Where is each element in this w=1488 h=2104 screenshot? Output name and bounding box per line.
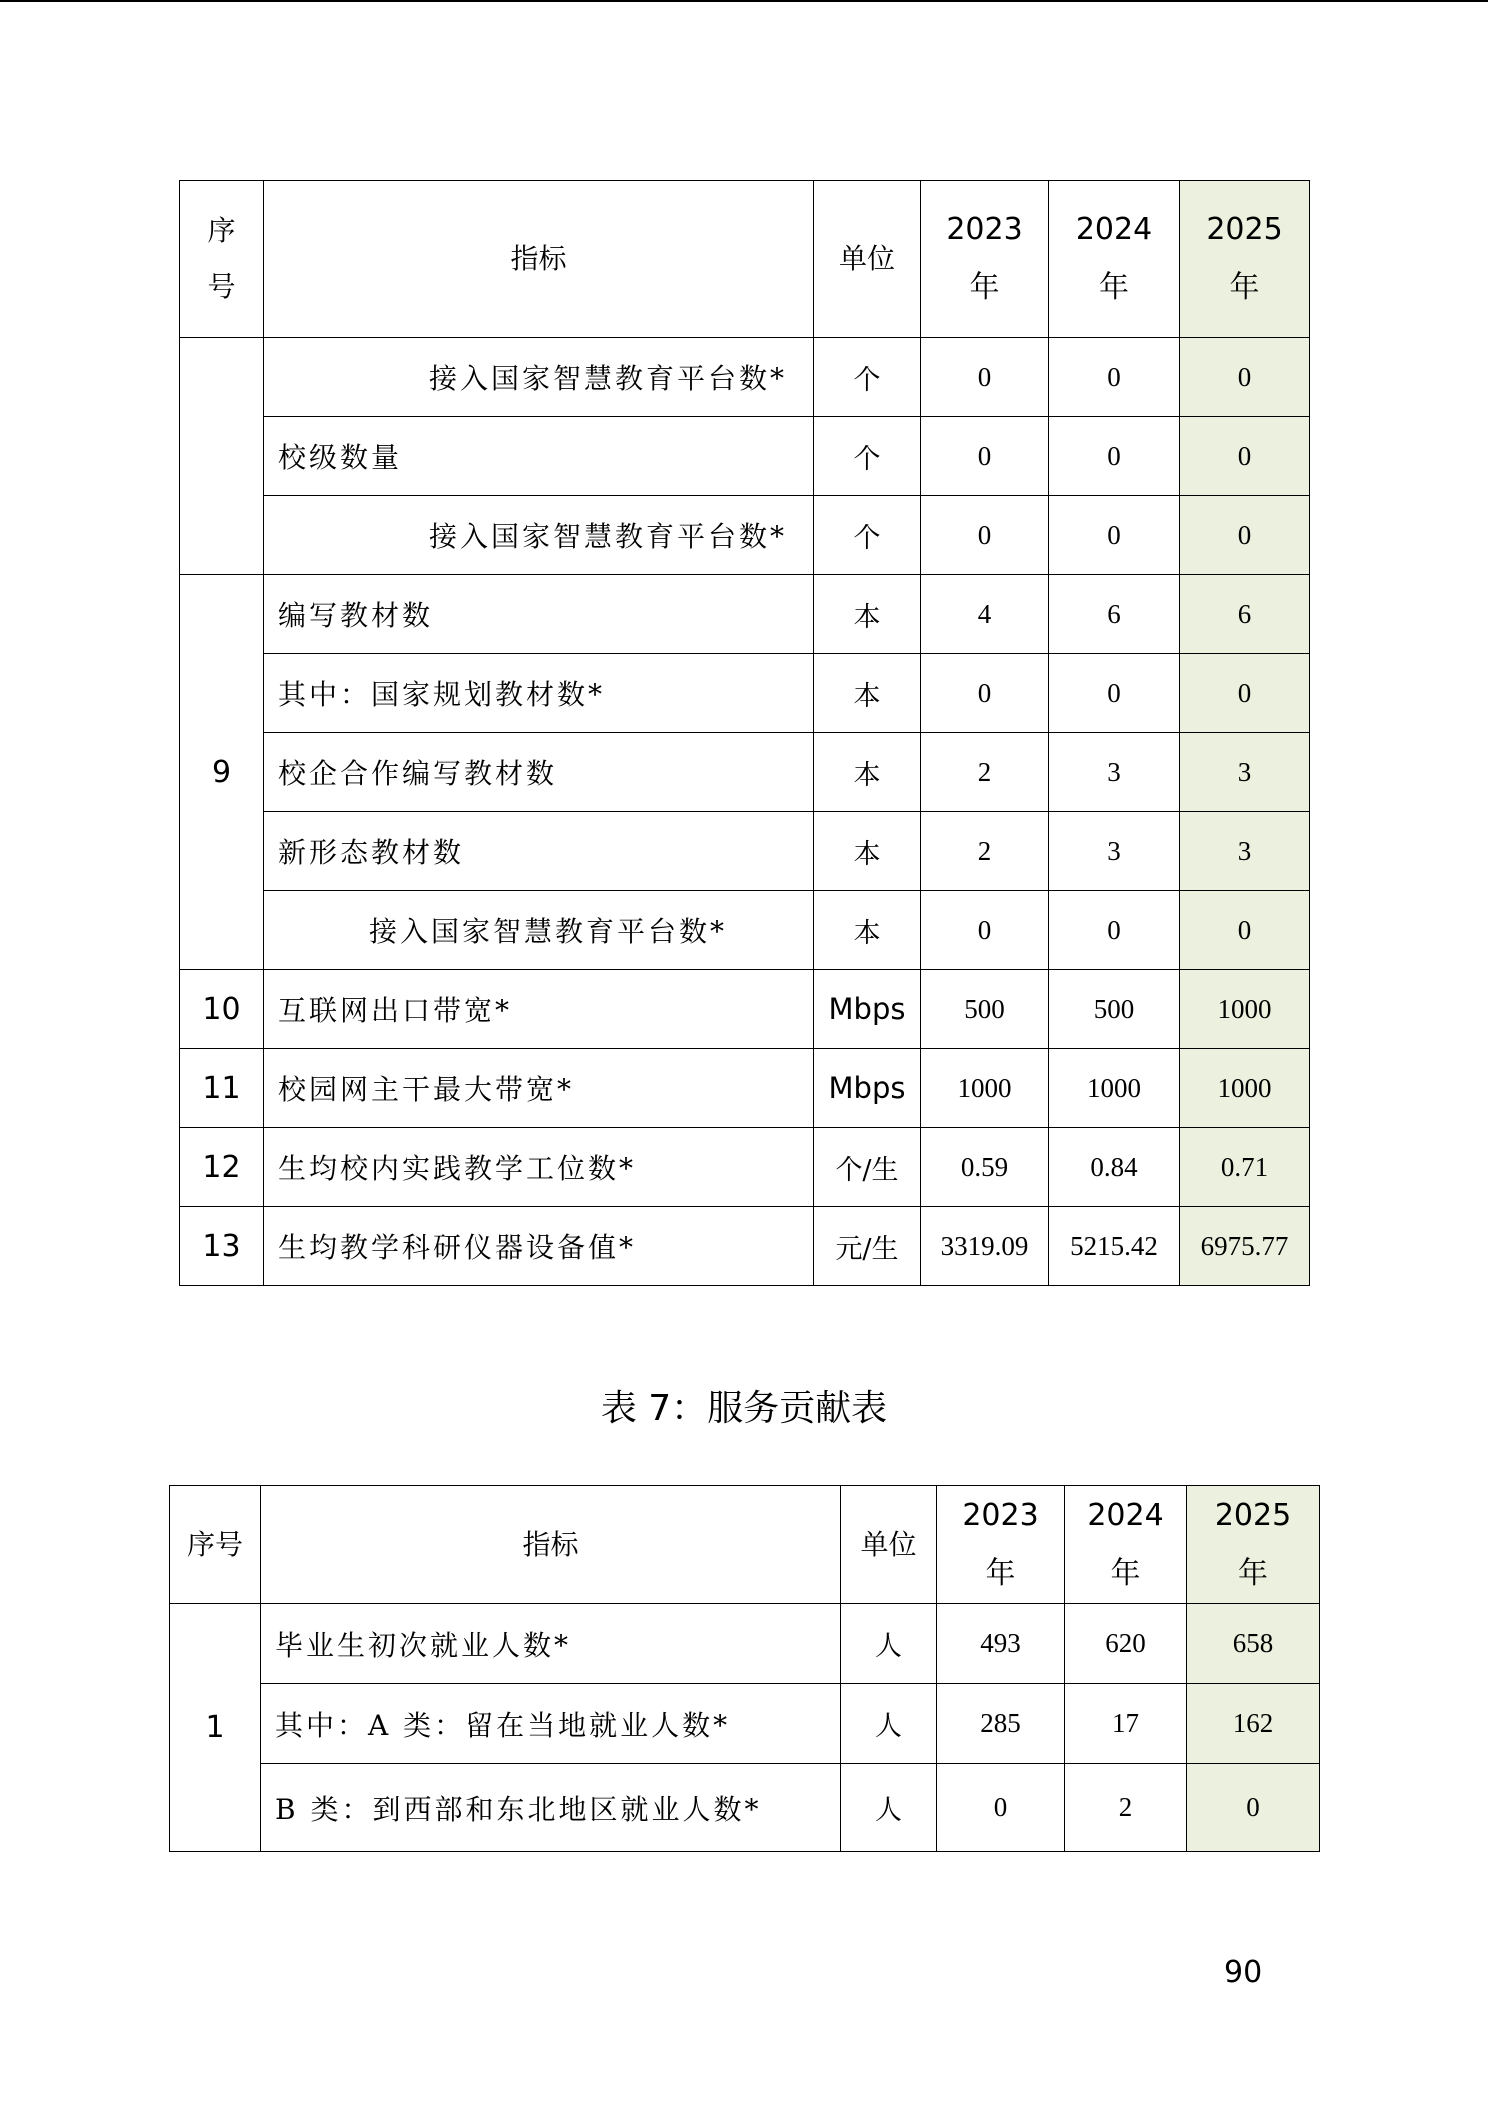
value-2024: 0 (1049, 338, 1180, 417)
unit-cell: 人 (841, 1684, 937, 1764)
header-indicator: 指标 (261, 1486, 841, 1604)
value-2024: 0 (1049, 654, 1180, 733)
seq-cell: 13 (180, 1207, 264, 1286)
value-2024: 0 (1049, 417, 1180, 496)
unit-cell: 本 (814, 812, 921, 891)
unit-cell: 个 (814, 338, 921, 417)
indicator-cell: 其中：国家规划教材数* (264, 654, 814, 733)
table-row (170, 1604, 1320, 1684)
value-2023: 0 (921, 654, 1049, 733)
value-2024: 0.84 (1049, 1128, 1180, 1207)
table-row (180, 417, 1310, 496)
value-2025: 0 (1187, 1764, 1320, 1852)
indicator-cell: 生均教学科研仪器设备值* (264, 1207, 814, 1286)
header-unit: 单位 (841, 1486, 937, 1604)
value-2023: 0 (921, 417, 1049, 496)
header-2024: 2024 年 (1049, 181, 1180, 338)
value-2024: 620 (1065, 1604, 1187, 1684)
value-2025: 0 (1180, 891, 1310, 970)
indicator-cell: 生均校内实践教学工位数* (264, 1128, 814, 1207)
page-number: 90 (1224, 1955, 1263, 1990)
value-2025: 0 (1180, 654, 1310, 733)
indicator-cell: 校园网主干最大带宽* (264, 1049, 814, 1128)
value-2025: 0 (1180, 496, 1310, 575)
indicator-table-continued (179, 180, 1310, 1286)
value-2025: 6 (1180, 575, 1310, 654)
seq-cell: 9 (180, 575, 264, 970)
unit-cell: Mbps (814, 1049, 921, 1128)
value-2024: 5215.42 (1049, 1207, 1180, 1286)
indicator-cell: 接入国家智慧教育平台数* (264, 338, 814, 417)
top-border-line (0, 0, 1488, 2)
unit-cell: 个 (814, 417, 921, 496)
seq-cell: 11 (180, 1049, 264, 1128)
header-seq: 序号 (170, 1486, 261, 1604)
value-2025: 3 (1180, 812, 1310, 891)
unit-cell: 人 (841, 1764, 937, 1852)
indicator-cell: 毕业生初次就业人数* (261, 1604, 841, 1684)
value-2024: 2 (1065, 1764, 1187, 1852)
unit-cell: 人 (841, 1604, 937, 1684)
value-2024: 3 (1049, 812, 1180, 891)
unit-cell: 本 (814, 891, 921, 970)
table-row (180, 1049, 1310, 1128)
header-2023: 2023 年 (921, 181, 1049, 338)
unit-cell: 本 (814, 654, 921, 733)
unit-cell: 本 (814, 733, 921, 812)
indicator-cell: 校企合作编写教材数 (264, 733, 814, 812)
table-row (180, 1128, 1310, 1207)
header-2025: 2025 年 (1187, 1486, 1320, 1604)
value-2025: 1000 (1180, 970, 1310, 1049)
indicator-cell: 接入国家智慧教育平台数* (264, 496, 814, 575)
table-row (170, 1684, 1320, 1764)
value-2023: 2 (921, 733, 1049, 812)
unit-cell: 个/生 (814, 1128, 921, 1207)
value-2025: 3 (1180, 733, 1310, 812)
header-2023: 2023 年 (937, 1486, 1065, 1604)
table-row (180, 654, 1310, 733)
indicator-cell: 接入国家智慧教育平台数* (264, 891, 814, 970)
header-unit: 单位 (814, 181, 921, 338)
value-2025: 162 (1187, 1684, 1320, 1764)
table-row (180, 891, 1310, 970)
table-row (170, 1764, 1320, 1852)
value-2023: 0.59 (921, 1128, 1049, 1207)
value-2023: 3319.09 (921, 1207, 1049, 1286)
value-2025: 0.71 (1180, 1128, 1310, 1207)
value-2023: 2 (921, 812, 1049, 891)
value-2025: 658 (1187, 1604, 1320, 1684)
table-row (180, 733, 1310, 812)
value-2023: 4 (921, 575, 1049, 654)
unit-cell: 个 (814, 496, 921, 575)
unit-cell: Mbps (814, 970, 921, 1049)
seq-cell: 1 (170, 1604, 261, 1852)
indicator-cell: 新形态教材数 (264, 812, 814, 891)
value-2025: 1000 (1180, 1049, 1310, 1128)
indicator-cell: 校级数量 (264, 417, 814, 496)
indicator-cell: 其中：A 类：留在当地就业人数* (261, 1684, 841, 1764)
table-header-row (170, 1486, 1320, 1604)
table-row (180, 1207, 1310, 1286)
value-2023: 0 (921, 891, 1049, 970)
service-contribution-table (169, 1485, 1320, 1852)
value-2024: 17 (1065, 1684, 1187, 1764)
value-2025: 6975.77 (1180, 1207, 1310, 1286)
value-2024: 0 (1049, 891, 1180, 970)
value-2023: 0 (921, 496, 1049, 575)
value-2023: 1000 (921, 1049, 1049, 1128)
value-2023: 493 (937, 1604, 1065, 1684)
value-2023: 0 (937, 1764, 1065, 1852)
table-caption: 表 7：服务贡献表 (600, 1388, 888, 1429)
indicator-cell: B 类：到西部和东北地区就业人数* (261, 1764, 841, 1852)
table-row (180, 970, 1310, 1049)
table-row (180, 338, 1310, 417)
header-indicator: 指标 (264, 181, 814, 338)
value-2023: 0 (921, 338, 1049, 417)
table-header-row (180, 181, 1310, 338)
table-row (180, 575, 1310, 654)
value-2025: 0 (1180, 338, 1310, 417)
header-2025: 2025 年 (1180, 181, 1310, 338)
header-seq: 序 号 (180, 181, 264, 338)
value-2024: 3 (1049, 733, 1180, 812)
header-2024: 2024 年 (1065, 1486, 1187, 1604)
seq-cell: 10 (180, 970, 264, 1049)
value-2024: 500 (1049, 970, 1180, 1049)
value-2024: 0 (1049, 496, 1180, 575)
value-2025: 0 (1180, 417, 1310, 496)
value-2023: 285 (937, 1684, 1065, 1764)
seq-cell-empty (180, 338, 264, 575)
table-row (180, 812, 1310, 891)
indicator-cell: 互联网出口带宽* (264, 970, 814, 1049)
value-2023: 500 (921, 970, 1049, 1049)
unit-cell: 元/生 (814, 1207, 921, 1286)
table-row (180, 496, 1310, 575)
seq-cell: 12 (180, 1128, 264, 1207)
indicator-cell: 编写教材数 (264, 575, 814, 654)
unit-cell: 本 (814, 575, 921, 654)
value-2024: 6 (1049, 575, 1180, 654)
value-2024: 1000 (1049, 1049, 1180, 1128)
